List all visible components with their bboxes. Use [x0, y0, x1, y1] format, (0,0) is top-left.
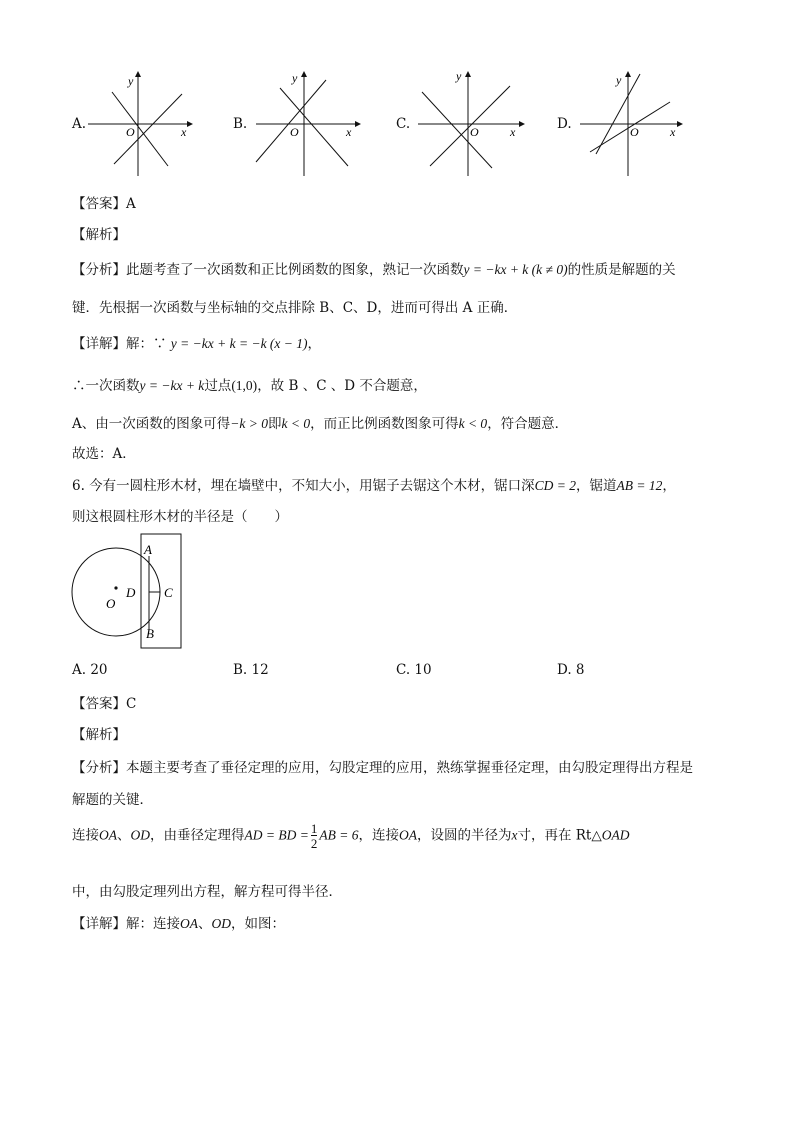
circle — [72, 548, 160, 636]
q6-choice-d: D. 8 — [557, 662, 585, 678]
svg-text:y: y — [616, 73, 622, 87]
q6-answer: 【答案】C — [72, 696, 137, 712]
graph-option-d — [578, 66, 728, 178]
q5-detail-line1: 【详解】解：∵ y = −kx + k = −k (x − 1)， — [72, 336, 322, 352]
line-1 — [256, 80, 326, 162]
q5-analysis-title: 【解析】 — [72, 227, 126, 243]
label-d: D — [126, 585, 136, 600]
option-d-label: D. — [557, 116, 572, 132]
q5-answer: 【答案】A — [72, 196, 136, 212]
svg-text:y: y — [292, 71, 298, 85]
q5-fenxi-line2: 键．先根据一次函数与坐标轴的交点排除 B、C、D，进而可得出 A 正确． — [72, 300, 518, 316]
origin-label: O — [126, 125, 135, 139]
svg-text:O: O — [290, 125, 299, 139]
q6-fenxi-line3: 连接OA、OD，由垂径定理得AD = BD = $\frac{1}{2}$ AB = 6，连接OA，设圆的半径为x寸，再在 Rt△OAD — [72, 821, 630, 851]
label-b: B — [146, 626, 154, 641]
q6-choice-c: C. 10 — [396, 662, 432, 678]
graph-option-a — [86, 66, 236, 178]
q6-detail-line1: 【详解】解：连接OA、OD，如图： — [72, 916, 285, 932]
q6-stem-line1: 6. 今有一圆柱形木材，埋在墙壁中，不知大小，用锯子去锯这个木材，锯口深CD = 2，锯道AB = 12， — [72, 478, 676, 494]
svg-text:y: y — [456, 69, 462, 83]
x-axis-label: x — [181, 125, 187, 139]
q6-choice-a: A. 20 — [72, 662, 108, 678]
q6-fenxi-line4: 中，由勾股定理列出方程，解方程可得半径． — [72, 884, 342, 900]
option-c-label: C. — [396, 116, 411, 132]
svg-text:x: x — [346, 125, 352, 139]
q5-detail-line2: ∴一次函数y = −kx + k过点(1,0)，故 B 、C 、D 不合题意， — [72, 378, 427, 394]
q6-choice-b: B. 12 — [233, 662, 269, 678]
label-a: A — [144, 542, 152, 557]
q6-fenxi-line2: 解题的关键． — [72, 792, 153, 808]
option-a-label: A. — [72, 116, 87, 132]
q6-figure — [66, 530, 192, 654]
graph-option-c — [412, 66, 562, 178]
q5-fenxi-line1: 【分析】此题考查了一次函数和正比例函数的图象，熟记一次函数y = −kx + k (k ≠ 0)的性质是解题的关 — [72, 262, 676, 278]
label-o: O — [106, 596, 116, 611]
q6-stem-line2: 则这根圆柱形木材的半径是（ ） — [72, 509, 288, 525]
q6-analysis-title: 【解析】 — [72, 727, 126, 743]
line-1 — [422, 92, 492, 168]
svg-text:O: O — [470, 125, 479, 139]
q5-detail-line3: A、由一次函数的图象可得−k > 0即k < 0，而正比例函数图象可得k < 0，符合题意． — [72, 416, 569, 432]
fraction-half: $\frac{1}{2}$ — [310, 821, 318, 851]
svg-text:x: x — [510, 125, 516, 139]
line-2 — [114, 94, 182, 164]
q5-conclusion: 故选：A． — [72, 446, 136, 462]
y-axis-label: y — [128, 74, 134, 88]
q6-fenxi-line1: 【分析】本题主要考查了垂径定理的应用，勾股定理的应用，熟练掌握垂径定理，由勾股定理得出方程是 — [72, 760, 693, 776]
graph-option-b — [250, 66, 400, 178]
label-c: C — [164, 585, 173, 600]
center-dot — [114, 586, 117, 589]
option-b-label: B. — [233, 116, 248, 132]
line-1 — [112, 92, 168, 166]
svg-text:O: O — [630, 125, 639, 139]
svg-text:x: x — [670, 125, 676, 139]
